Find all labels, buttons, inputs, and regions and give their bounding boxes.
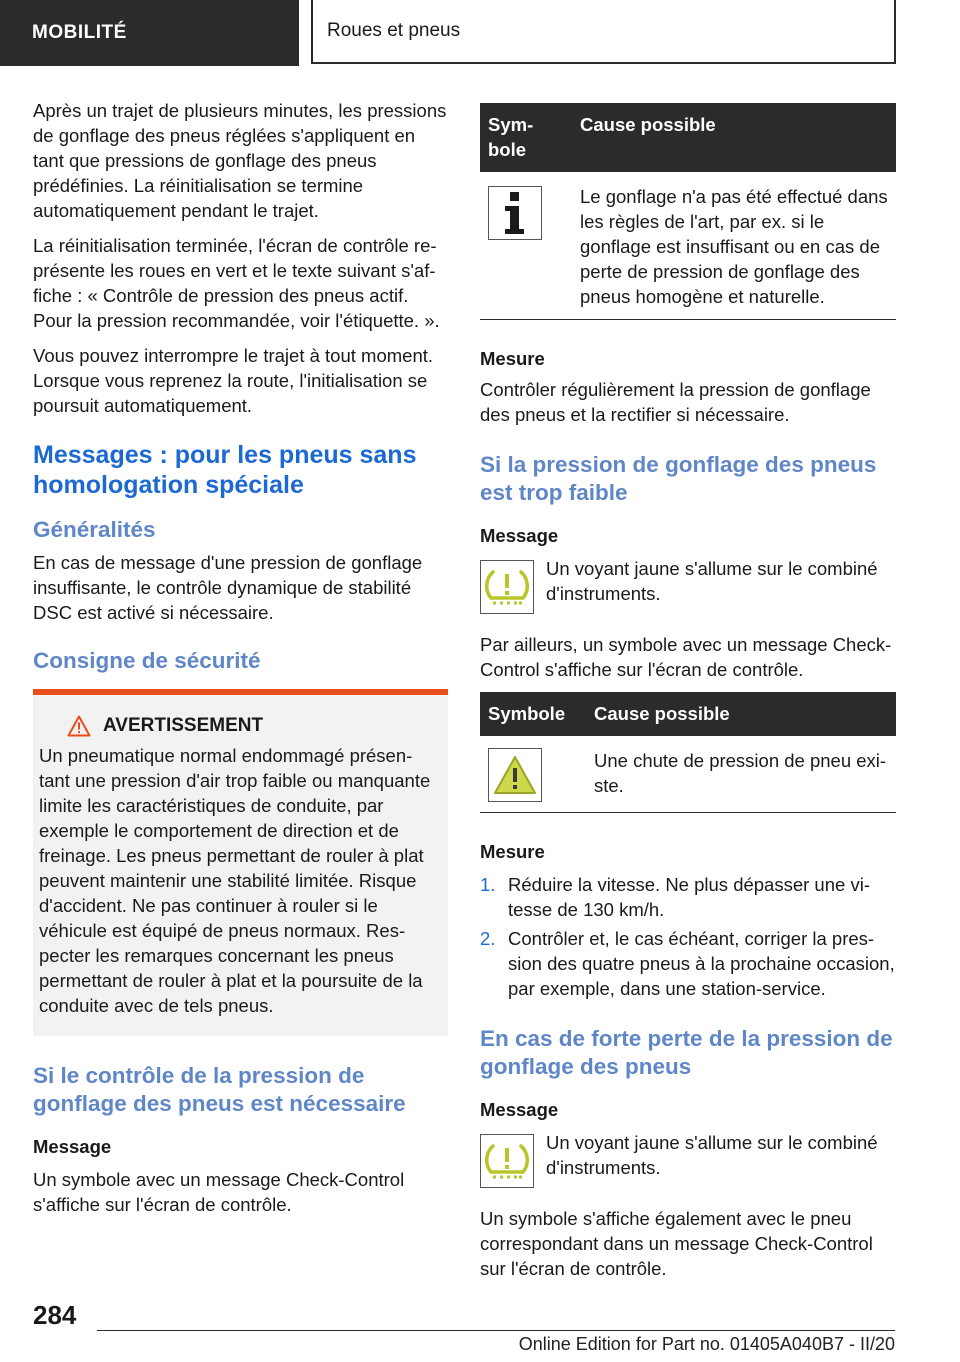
info-symbol xyxy=(488,186,542,240)
tire-warning-symbol xyxy=(480,1134,534,1188)
section-title: MOBILITÉ xyxy=(32,22,127,43)
step-number: 1. xyxy=(480,874,496,895)
subheading-low-pressure: Si la pression de gonflage des pneus est trop faible xyxy=(480,452,877,505)
warning-triangle-icon xyxy=(492,754,538,796)
table-header-cause: Cause possible xyxy=(586,692,896,736)
step-text: Contrôler et, le cas échéant, corriger la pression des quatre pneus à la prochaine occasion, par exemple, dans une station-service. xyxy=(508,928,895,999)
list-item xyxy=(480,872,896,922)
table-cell-cause: Le gonflage n'a pas été effectué dans les règles de l'art, par ex. si le gonflage est insuffisant ou en cas de perte de pression de gonflage des pneus homogène et naturelle. xyxy=(572,172,896,320)
warning-header xyxy=(39,715,436,737)
step-text: Réduire la vitesse. Ne plus dépasser une vitesse de 130 km/h. xyxy=(508,874,870,920)
warning-triangle-icon xyxy=(67,715,91,737)
warning-title: AVERTISSEMENT xyxy=(103,715,264,736)
symbol-table-warning xyxy=(480,692,896,813)
paragraph: Un symbole s'affiche également avec le pneu correspondant dans un message Check-Control sur l'écran de contrôle. xyxy=(480,1208,873,1279)
message-row xyxy=(480,556,896,614)
steps-list xyxy=(480,872,896,1001)
chapter-title: Roues et pneus xyxy=(327,20,461,41)
table-header-symbol: Symbole xyxy=(480,692,586,736)
symbol-table-info xyxy=(480,103,896,320)
subheading-pressure-loss: En cas de forte perte de la pression de gonflage des pneus xyxy=(480,1026,893,1079)
message-row xyxy=(480,1130,896,1188)
table-header-cause: Cause possible xyxy=(572,103,896,172)
paragraph: Après un trajet de plusieurs minutes, les pressions de gonflage des pneus réglées s'appliquent en tant que pressions de gonflage des pneus prédéfinies. La réinitialisation se termine automatiquement pendant le trajet. xyxy=(33,100,447,221)
paragraph: La réinitialisation terminée, l'écran de contrôle représente les roues en vert et le texte suivant s'affiche : « Contrôle de pression des pneus actif. Pour la pression recommandée, voir l'étiquette. ». xyxy=(33,235,440,331)
section-tab xyxy=(0,0,299,66)
paragraph: Contrôler régulièrement la pression de gonflage des pneus et la rectifier si nécessaire. xyxy=(480,379,871,425)
warning-symbol xyxy=(488,748,542,802)
message-label: Message xyxy=(480,525,559,546)
message-label: Message xyxy=(480,1099,559,1120)
subheading-check: Si le contrôle de la pression de gonflage des pneus est nécessaire xyxy=(33,1063,406,1116)
page-number: 284 xyxy=(33,1300,77,1330)
subheading-safety: Consigne de sécurité xyxy=(33,648,261,673)
warning-box xyxy=(33,689,448,1036)
footer-edition: Online Edition for Part no. 01405A040B7 - II/20 xyxy=(518,1334,895,1354)
step-number: 2. xyxy=(480,928,496,949)
warning-text: Un pneumatique normal endommagé présentant une pression d'air trop faible ou manquante limite les caractéristiques de conduite, par exemple le comportement de direction et de freinage. Les pneus permettant de rouler à plat peuvent maintenir une stabilité limitée. Risque d'accident. Ne pas continuer à rouler si le véhicule est équipé de pneus normaux. Respecter les remarques concernant les pneus permettant de rouler à plat et la poursuite de la conduite avec de tels pneus. xyxy=(39,745,431,1016)
table-row xyxy=(480,736,896,813)
measure-label: Mesure xyxy=(480,348,545,369)
list-item xyxy=(480,926,896,1001)
right-column xyxy=(480,103,896,1291)
table-header-symbol: Symbole xyxy=(480,103,572,172)
tire-pressure-warning-icon xyxy=(484,1141,530,1181)
subheading-general: Généralités xyxy=(33,517,156,542)
footer-divider xyxy=(97,1330,895,1331)
measure-label: Mesure xyxy=(480,841,545,862)
paragraph: Un symbole avec un message Check-Control s'affiche sur l'écran de contrôle. xyxy=(33,1169,405,1215)
paragraph: Par ailleurs, un symbole avec un message Check-Control s'affiche sur l'écran de contrôle. xyxy=(480,634,892,680)
tire-pressure-warning-icon xyxy=(484,567,530,607)
left-column xyxy=(33,98,448,1227)
tire-warning-symbol xyxy=(480,560,534,614)
chapter-tab xyxy=(311,0,896,64)
table-row xyxy=(480,172,896,320)
paragraph: Vous pouvez interrompre le trajet à tout moment. Lorsque vous reprenez la route, l'initialisation se poursuit automatiquement. xyxy=(33,345,434,416)
message-label: Message xyxy=(33,1136,112,1157)
section-heading: Messages : pour les pneus sans homologation spéciale xyxy=(33,441,417,499)
message-text: Un voyant jaune s'allume sur le combiné d'instruments. xyxy=(546,558,878,604)
info-icon xyxy=(500,191,530,235)
message-text: Un voyant jaune s'allume sur le combiné d'instruments. xyxy=(546,1132,878,1178)
paragraph: En cas de message d'une pression de gonflage insuffisante, le contrôle dynamique de stabilité DSC est activé si nécessaire. xyxy=(33,552,423,623)
table-cell-cause: Une chute de pression de pneu existe. xyxy=(586,736,896,813)
